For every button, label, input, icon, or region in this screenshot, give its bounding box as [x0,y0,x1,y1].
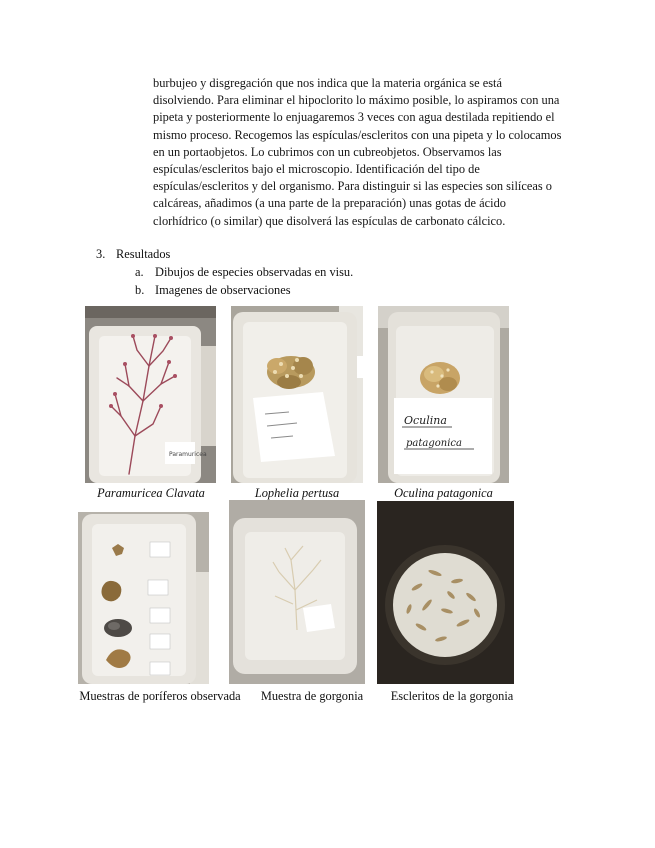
gorgonia-photo [229,500,365,684]
paragraph-line: disolviendo. Para eliminar el hipoclorito lo máximo posible, lo aspiramos con una [153,93,560,108]
subitem-marker-b: b. [135,283,145,297]
caption-poriferos: Muestras de poríferos observada [79,689,241,703]
paragraph-line: espículas/escleritos bajo el microscopio. Identificación del tipo de [153,162,480,177]
caption-paramuricea: Paramuricea Clavata [97,486,205,500]
section-number: 3. [96,247,106,261]
subitem-text-b: Imagenes de observaciones [155,283,291,297]
methods-paragraph [153,75,593,230]
caption-gorgonia: Muestra de gorgonia [260,689,364,703]
oculina-card-line1: Oculina [404,414,447,427]
caption-lophelia: Lophelia pertusa [254,486,340,500]
caption-escleritos: Escleritos de la gorgonia [390,689,514,703]
paragraph-line: burbujeo y disgregación que nos indica que la materia orgánica se está [153,76,502,90]
subitem-marker-a: a. [135,265,144,279]
lophelia-photo [231,306,363,483]
paragraph-line: pipeta y posteriormente lo enjuagaremos 3 veces con agua destilada repitiendo el [153,110,555,125]
paramuricea-photo [85,306,216,483]
paragraph-line: mismo proceso. Recogemos las espículas/escleritos con una pipeta y lo colocamos [153,127,562,142]
oculina-photo [378,306,509,483]
paragraph-line: clorhídrico (o similar) que disolverá las espículas de carbonato cálcico. [153,213,506,228]
oculina-card-line2: patagonica [406,438,462,449]
caption-oculina: Oculina patagonica [394,486,493,500]
paragraph-line: espículas/escleritos y del organismo. Para distinguir si las especies son silíceas o [153,179,552,194]
section-title: Resultados [116,247,171,261]
paragraph-line: calcáreas, añadimos (a una parte de la preparación) unas gotas de ácido [153,196,506,211]
escleritos-photo [377,501,514,684]
paramuricea-card-label: Paramuricea [169,451,207,458]
poriferos-photo [78,512,209,684]
paragraph-line: en un portaobjetos. Lo cubrimos con un cubreobjetos. Observamos las [153,144,502,159]
subitem-text-a: Dibujos de especies observadas en visu. [155,265,354,279]
